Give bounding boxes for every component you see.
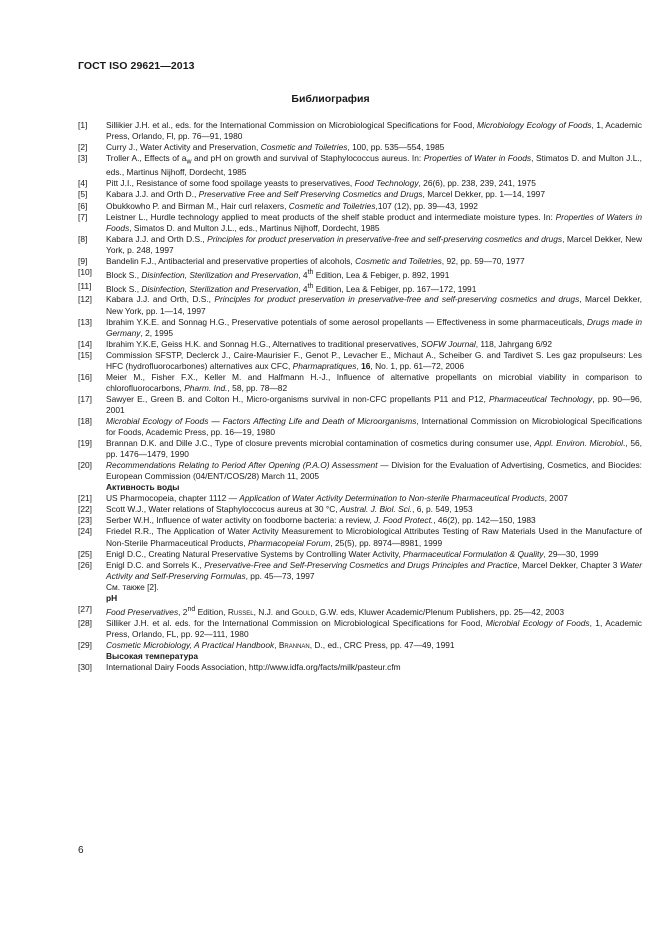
reference-item: [78, 189, 642, 200]
reference-number: [22]: [78, 504, 92, 515]
reference-item: [78, 549, 642, 560]
reference-number: [17]: [78, 393, 92, 404]
reference-text: Enigl D.C. and Sorrels K., Preservative-Free and Self-Preserving Cosmetics and Drugs Principles and Practice, Marcel Dekker, Chapter 3 Water Activity and Self-Preserving Formulas, pp. 45—73, 1997: [106, 559, 642, 581]
reference-text: Serber W.H., Influence of water activity on foodborne bacteria: a review, J. Food Protect., 46(2), pp. 142—150, 1983: [106, 515, 536, 526]
reference-text: Brannan D.K. and Dille J.C., Type of closure prevents microbial contamination of cosmetics during consumer use, Appl. Environ. Microbiol., 56, pp. 1476—1479, 1990: [106, 438, 643, 460]
reference-number: [3]: [78, 152, 88, 163]
reference-text: Troller A., Effects of $a_w$ and pH on growth and survival of Staphylococcus aureus. In: Properties of Water in Foods, Stimatos D. and Multon J.L., eds., Martinus Nijhoff, Dordecht, 1985: [106, 152, 643, 178]
reference-item: [78, 281, 642, 295]
reference-item: [78, 350, 642, 372]
reference-number: [28]: [78, 617, 92, 628]
reference-item: [78, 460, 642, 482]
reference-item: [78, 339, 642, 350]
reference-item: [78, 394, 642, 416]
reference-text: US Pharmocopeia, chapter 1112 — Application of Water Activity Determination to Non-sterile Pharmaceutical Products, 2007: [106, 493, 568, 504]
reference-number: [6]: [78, 200, 88, 211]
reference-number: [1]: [78, 119, 88, 130]
reference-text: Block S., Disinfection, Sterilization and Preservation, 4th Edition, Lea & Febiger, p. 892, 1991: [106, 268, 450, 280]
reference-text: Microbial Ecology of Foods — Factors Affecting Life and Death of Microorganisms, International Commission on Microbiological Specifications for Foods, Academic Press, pp. 16—19, 1980: [106, 415, 642, 438]
reference-text: Kabara J.J. and Orth D., Preservative Free and Self Preserving Cosmetics and Drugs, Marcel Dekker, pp. 1—14, 1997: [106, 189, 545, 200]
reference-number: [26]: [78, 559, 92, 570]
reference-text: Meier M., Fisher F.X., Keller M. and Halfmann H.-J., Influence of alternative propellants on microbial viability in comparison to chlorofluorocarbons, Pharm. Ind., 58, pp. 78—82: [106, 371, 642, 393]
reference-text: Commission SFSTP, Declerck J., Caire-Maurisier F., Genot P., Levacher E., Michaut A., Scheiber G. and Tardivet S. Les gaz propulseurs: Les HFC (hydrofluorocarbones) alternatives aux CFC, Pharmapratiques, 16, No. 1, pp. 61—72, 2006: [106, 349, 642, 371]
reference-number: [16]: [78, 371, 92, 382]
reference-number: [21]: [78, 493, 92, 504]
reference-number: [24]: [78, 526, 92, 537]
reference-item: [78, 120, 642, 142]
see-also-note: См. также [2].: [106, 581, 159, 592]
reference-number: [8]: [78, 233, 88, 244]
reference-number: [19]: [78, 438, 92, 449]
reference-text: Silliker J.H. et al. eds. for the International Commission on Microbiological Specifications for Food, Microbial Ecology of Foods, 1, Academic Press, Orlando, FL, pp. 92—111, 1980: [106, 617, 642, 639]
reference-number: [23]: [78, 515, 92, 526]
reference-text: Recommendations Relating to Period After Opening (P.A.O) Assessment — Division for the Evaluation of Advertising, Cosmetics, and Biocides: European Commission (04/ENT/COS/28) March 11, 2005: [106, 460, 642, 482]
reference-text: Pitt J.I., Resistance of some food spoilage yeasts to preservatives, Food Technology, 26(6), pp. 238, 239, 241, 1975: [106, 178, 536, 189]
reference-number: [25]: [78, 548, 92, 559]
reference-text: Food Preservatives, 2nd Edition, Russel, N.J. and Gould, G.W. eds, Kluwer Academic/Plenum Publishers, pp. 25—42, 2003: [106, 605, 564, 617]
reference-text: Enigl D.C., Creating Natural Preservative Systems by Controlling Water Activity, Pharmaceutical Formulation & Quality, 29—30, 1999: [106, 548, 599, 559]
reference-number: [4]: [78, 178, 88, 189]
reference-item: [78, 317, 642, 339]
reference-text: Block S., Disinfection, Sterilization and Preservation, 4th Edition, Lea & Febiger, pp. 167—172, 1991: [106, 282, 477, 294]
reference-number: [9]: [78, 255, 88, 266]
reference-number: [27]: [78, 603, 92, 614]
reference-text: Sillikier J.H. et al., eds. for the International Commission on Microbiological Specifications for Food, Microbiology Ecology of Foods, 1, Academic Press, Orlando, Fl, pp. 76—91, 1980: [106, 119, 642, 141]
reference-text: Kabara J.J. and Orth, D.S., Principles for product preservation in preservative-free and self-preserving cosmetics and drugs, Marcel Dekker, New York, pp. 1—14, 1997: [106, 294, 642, 316]
reference-number: [2]: [78, 141, 88, 152]
reference-item: [78, 504, 642, 515]
reference-item: [78, 267, 642, 281]
reference-text: Kabara J.J. and Orth D.S., Principles for product preservation in preservative-free and self-preserving cosmetics and drugs, Marcel Dekker, New York, p. 248, 1997: [106, 233, 642, 255]
reference-text: Cosmetic Microbiology, A Practical Handbook, Brannan, D., ed., CRC Press, pp. 47—49, 1991: [106, 639, 455, 650]
reference-item: [78, 212, 642, 234]
reference-number: [13]: [78, 316, 92, 327]
reference-number: [12]: [78, 294, 92, 305]
reference-text: International Dairy Foods Association, http://www.idfa.org/facts/milk/pasteur.cfm: [106, 661, 401, 672]
reference-text: Bandelin F.J., Antibacterial and preservative properties of alcohols, Cosmetic and Toiletries, 92, pp. 59—70, 1977: [106, 255, 525, 266]
reference-text: Ibrahim Y.K.E, Geiss H.K. and Sonnag H.G., Alternatives to traditional preservatives, SOFW Journal, 118, Jahrgang 6/92: [106, 338, 552, 349]
section-title: Библиография: [291, 93, 370, 105]
reference-number: [14]: [78, 338, 92, 349]
reference-number: [18]: [78, 415, 92, 426]
reference-number: [15]: [78, 349, 92, 360]
reference-item: [78, 640, 642, 651]
subheading-ph: pH: [106, 592, 118, 603]
reference-text: Leistner L., Hurdle technology applied to meat products of the shelf stable product and intermediate moisture types. In: Properties of Waters in Foods, Simatos D. and Multon J.L., eds., Martinus Nijhoff, Dordecht, 1985: [106, 211, 642, 233]
reference-number: [29]: [78, 639, 92, 650]
reference-number: [10]: [78, 266, 92, 277]
reference-text: Obukkowho P. and Birman M., Hair curl relaxers, Cosmetic and Toiletries,107 (12), pp. 39—43, 1992: [106, 200, 478, 211]
bibliography-list: [78, 120, 642, 673]
reference-text: Ibrahim Y.K.E. and Sonnag H.G., Preservative potentials of some aerosol propellants — Effectiveness in some pharmaceuticals, Drugs made in Germany, 2, 1995: [106, 316, 642, 338]
reference-number: [5]: [78, 189, 88, 200]
reference-item: [78, 372, 642, 394]
subheading-water-activity: Активность воды: [106, 482, 180, 493]
reference-number: [7]: [78, 211, 88, 222]
subheading-high-temperature: Высокая температура: [106, 650, 199, 661]
reference-text: Sawyer E., Green B. and Colton H., Micro-organisms survival in non-CFC propellants P11 and P12, Pharmaceutical Technology, pp. 90—96, 2001: [106, 393, 642, 415]
reference-item: [78, 526, 642, 548]
reference-item: [78, 560, 642, 582]
reference-text: Curry J., Water Activity and Preservation, Cosmetic and Toiletries, 100, pp. 535—554, 1985: [106, 141, 445, 152]
reference-item: [78, 142, 642, 153]
reference-item: [78, 153, 642, 179]
page-number: 6: [78, 845, 84, 856]
document-header: ГОСТ ISO 29621—2013: [78, 60, 195, 72]
reference-item: [78, 294, 642, 316]
reference-item: [78, 438, 642, 460]
reference-item: [78, 416, 642, 438]
reference-item: [78, 201, 642, 212]
reference-item: [78, 604, 642, 618]
reference-item: [78, 662, 642, 673]
reference-text: Friedel R.R., The Application of Water Activity Measurement to Microbiological Attributes Testing of Raw Materials Used in the Manufacture of Non-Sterile Pharmaceutical Products, Pharmacopeial Forum, 25(5), pp. 8974—8981, 1999: [106, 526, 642, 548]
reference-item: [78, 515, 642, 526]
reference-text: Scott W.J., Water relations of Staphyloccocus aureus at 30 °C, Austral. J. Biol. Sci., 6, p. 549, 1953: [106, 504, 473, 515]
reference-item: [78, 178, 642, 189]
reference-item: [78, 234, 642, 256]
reference-number: [30]: [78, 661, 92, 672]
reference-number: [11]: [78, 280, 92, 291]
reference-item: [78, 256, 642, 267]
reference-number: [20]: [78, 460, 92, 471]
reference-item: [78, 618, 642, 640]
reference-item: [78, 493, 642, 504]
